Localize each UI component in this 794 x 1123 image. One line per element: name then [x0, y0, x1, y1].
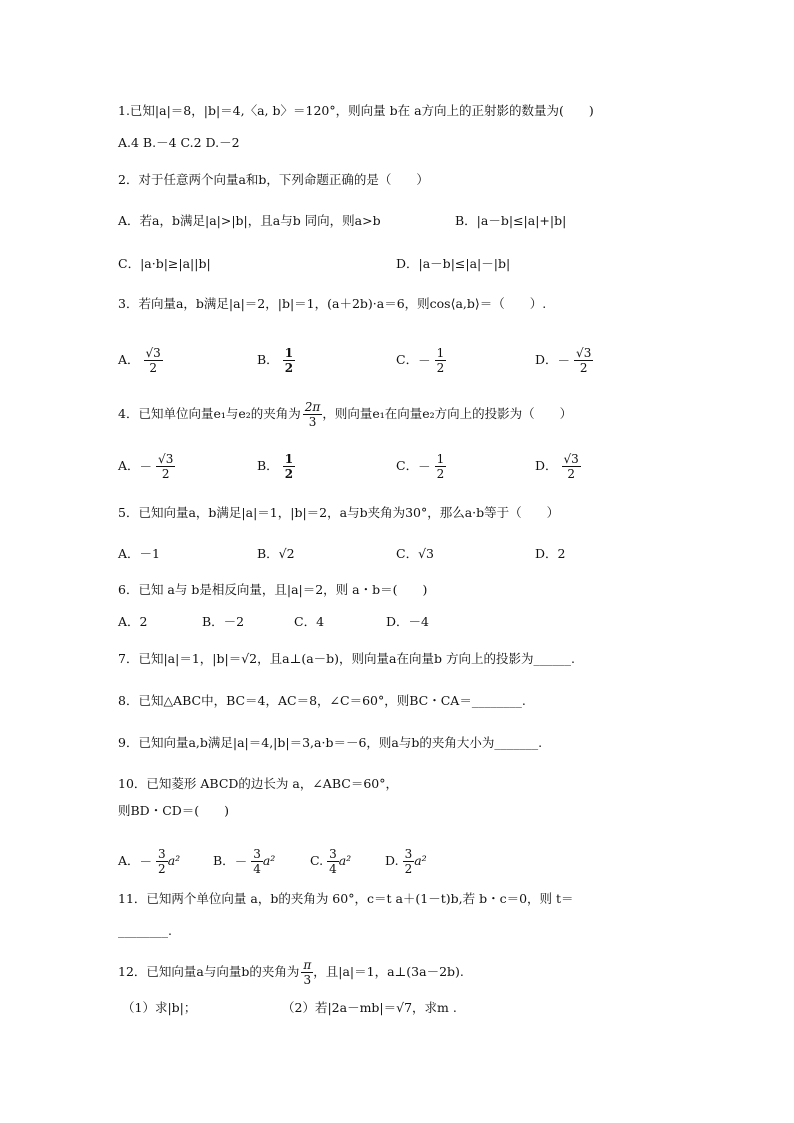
question-9-stem: 9．已知向量a,b满足|a|＝4,|b|＝3,a·b＝－6，则a与b的夹角大小为_______. [118, 735, 543, 750]
question-5-option-c: C．√3 [396, 546, 434, 561]
question-4-option-a: A．－ $\frac{√3}{2}$ [118, 452, 174, 481]
fraction: $\frac{1}{2}$ [436, 452, 445, 481]
fraction: $\frac{√3}{2}$ [158, 452, 174, 481]
question-3-option-a: A． $\frac{√3}{2}$ [118, 346, 161, 375]
question-12-part-1: （1）求|b|； [122, 1000, 197, 1015]
question-10-option-b: B．－ $\frac{3}{4}$ a² [213, 847, 276, 876]
question-5-option-b: B．√2 [257, 546, 295, 561]
question-4-option-d: D． $\frac{√3}{2}$ [535, 452, 579, 481]
question-11-stem: 11．已知两个单位向量 a，b的夹角为 60°，c＝t a＋(1－t)b,若 b・c＝0，则 t＝ [118, 891, 574, 906]
question-6-option-a: A．2 [118, 614, 148, 629]
question-1-option-line: A.4 B.－4 C.2 D.－2 [118, 135, 240, 150]
question-2-option-d: D．|a－b|≤|a|－|b| [396, 256, 511, 271]
question-6-option-d: D．－4 [386, 614, 429, 629]
question-4-option-b: B． $\frac{1}{2}$ [257, 452, 294, 481]
question-6-stem: 6．已知 a与 b是相反向量，且|a|＝2，则 a・b＝( ) [118, 582, 428, 597]
question-1-stem: 1.已知|a|＝8，|b|＝4,〈a, b〉＝120°，则向量 b在 a方向上的正射影的数量为( ) [118, 103, 594, 118]
question-5-stem: 5．已知向量a，b满足|a|＝1，|b|＝2，a与b夹角为30°，那么a·b等于（ ） [118, 505, 560, 520]
question-2-option-c: C．|a·b|≥|a||b| [118, 256, 211, 271]
question-6-option-c: C．4 [294, 614, 325, 629]
fraction: $\frac{3}{2}$ [404, 847, 413, 876]
fraction: $\frac{3}{4}$ [329, 847, 337, 876]
question-10-option-c: C. $\frac{3}{4}$ a² [310, 847, 352, 876]
question-2-stem: 2．对于任意两个向量a和b，下列命题正确的是（ ） [118, 172, 429, 187]
question-3-stem: 3．若向量a，b满足|a|＝2，|b|＝1，(a＋2b)·a＝6，则cos⟨a,b⟩＝（ ）. [118, 296, 547, 311]
question-6-option-b: B．－2 [202, 614, 245, 629]
question-10-stem: 10．已知菱形 ABCD的边长为 a，∠ABC＝60°， [118, 776, 398, 791]
question-4-option-c: C．－ $\frac{1}{2}$ [396, 452, 445, 481]
fraction: $\frac{√3}{2}$ [563, 452, 579, 481]
question-7-stem: 7．已知|a|＝1，|b|＝√2，且a⊥(a－b)，则向量a在向量b 方向上的投影为______. [118, 651, 575, 666]
question-10-stem-2: 则BD・CD＝( ) [118, 803, 230, 818]
question-12-stem: 12．已知向量a与向量b的夹角为 $\frac{\pi}{3}$ ，且|a|＝1，a⊥(3a－2b). [118, 958, 464, 987]
fraction: $\frac{1}{2}$ [284, 452, 294, 481]
question-4-stem: 4．已知单位向量e₁与e₂的夹角为 $\frac{2\pi}{3}$ ，则向量e₁在向量e₂方向上的投影为（ ） [118, 400, 573, 429]
question-2-option-b: B．|a－b|≤|a|+|b| [455, 213, 567, 228]
question-8-stem: 8．已知△ABC中，BC＝4，AC＝8，∠C＝60°，则BC・CA＝________. [118, 693, 526, 708]
question-2-option-a: A．若a，b满足|a|>|b|，且a与b 同向，则a>b [118, 213, 381, 228]
fraction: $\frac{2\pi}{3}$ [304, 400, 321, 429]
question-5-option-a: A．－1 [118, 546, 160, 561]
question-10-option-d: D. $\frac{3}{2}$ a² [385, 847, 427, 876]
question-3-option-c: C．－ $\frac{1}{2}$ [396, 346, 445, 375]
question-5-option-d: D．2 [535, 546, 566, 561]
question-12-part-2: （2）若|2a－mb|＝√7，求m . [282, 1000, 457, 1015]
question-11-blank: ________. [118, 923, 172, 938]
fraction: $\frac{√3}{2}$ [576, 346, 592, 375]
fraction: $\frac{\pi}{3}$ [303, 958, 312, 987]
fraction: $\frac{1}{2}$ [436, 346, 445, 375]
question-3-option-d: D．－ $\frac{√3}{2}$ [535, 346, 592, 375]
question-10-option-a: A．－ $\frac{3}{2}$ a² [118, 847, 181, 876]
fraction: $\frac{1}{2}$ [284, 346, 294, 375]
fraction: $\frac{3}{2}$ [158, 847, 166, 876]
question-3-option-b: B． $\frac{1}{2}$ [257, 346, 294, 375]
fraction: $\frac{3}{4}$ [253, 847, 261, 876]
fraction: $\frac{√3}{2}$ [145, 346, 161, 375]
